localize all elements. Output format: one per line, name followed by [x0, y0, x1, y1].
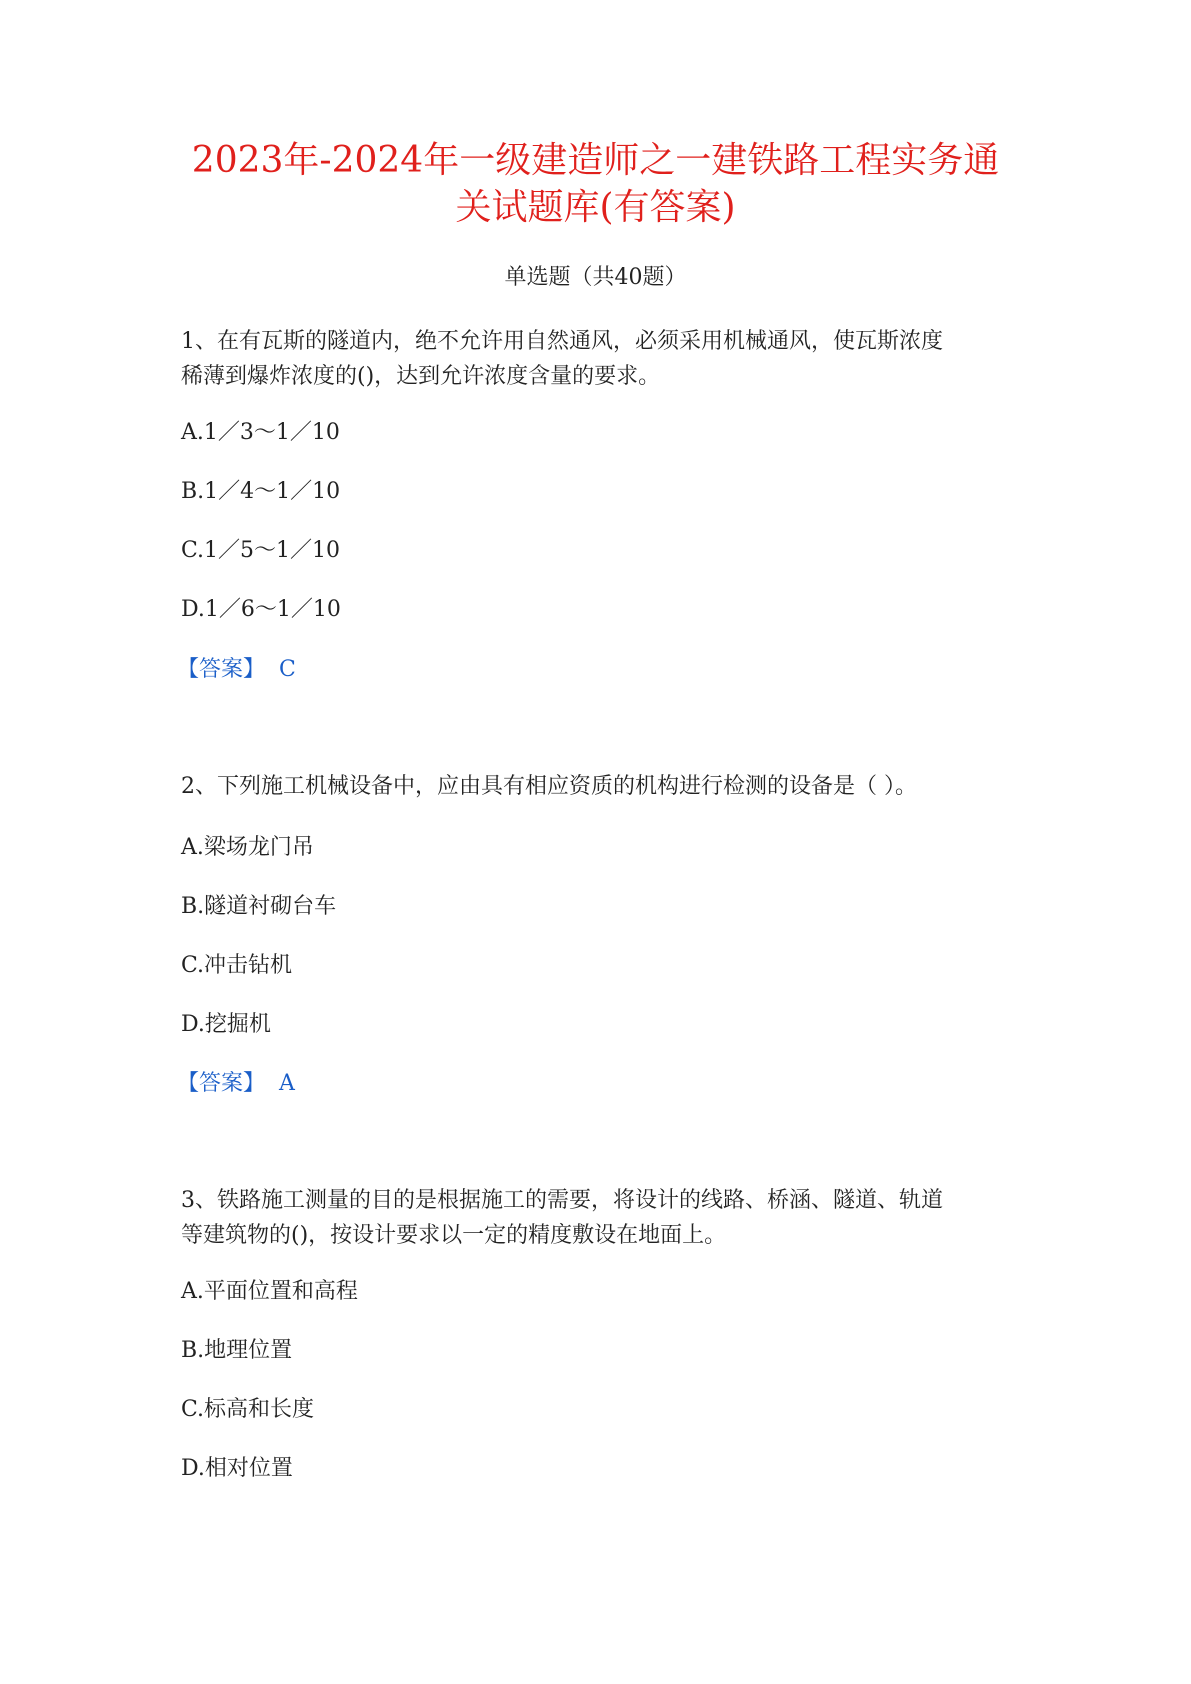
document-title-line-1: 2023年-2024年一级建造师之一建铁路工程实务通	[191, 140, 1000, 181]
question-1-answer	[177, 655, 296, 685]
question-2-option-a: A.梁场龙门吊	[181, 835, 314, 860]
question-3-option-a: A.平面位置和高程	[181, 1279, 358, 1304]
question-1-stem-line-2: 稀薄到爆炸浓度的()，达到允许浓度含量的要求。	[181, 364, 661, 389]
answer-tag: 【答案】	[177, 657, 266, 682]
question-1-option-b: B.1／4～1／10	[181, 479, 341, 504]
question-3-stem-line-1: 3、铁路施工测量的目的是根据施工的需要，将设计的线路、桥涵、隧道、轨道	[181, 1188, 943, 1213]
question-3-option-b: B.地理位置	[181, 1338, 293, 1363]
question-1-option-c: C.1／5～1／10	[181, 538, 341, 563]
question-1-option-d: D.1／6～1／10	[181, 597, 341, 622]
question-1-stem-line-1: 1、在有瓦斯的隧道内，绝不允许用自然通风，必须采用机械通风，使瓦斯浓度	[181, 329, 943, 354]
question-2-answer	[177, 1069, 295, 1099]
question-3-stem-line-2: 等建筑物的()，按设计要求以一定的精度敷设在地面上。	[181, 1223, 727, 1248]
answer-tag: 【答案】	[177, 1071, 266, 1096]
question-3-option-d: D.相对位置	[181, 1456, 293, 1481]
question-2-option-b: B.隧道衬砌台车	[181, 894, 337, 919]
section-heading: 单选题（共40题）	[504, 265, 687, 290]
answer-value: A	[279, 1071, 295, 1096]
document-title-line-2: 关试题库(有答案)	[455, 187, 736, 228]
question-1-option-a: A.1／3～1／10	[181, 420, 340, 445]
question-2-stem-line-1: 2、下列施工机械设备中，应由具有相应资质的机构进行检测的设备是（ ）。	[181, 774, 917, 799]
question-2-option-d: D.挖掘机	[181, 1012, 271, 1037]
answer-value: C	[279, 657, 296, 682]
question-3-option-c: C.标高和长度	[181, 1397, 315, 1422]
question-2-option-c: C.冲击钻机	[181, 953, 293, 978]
